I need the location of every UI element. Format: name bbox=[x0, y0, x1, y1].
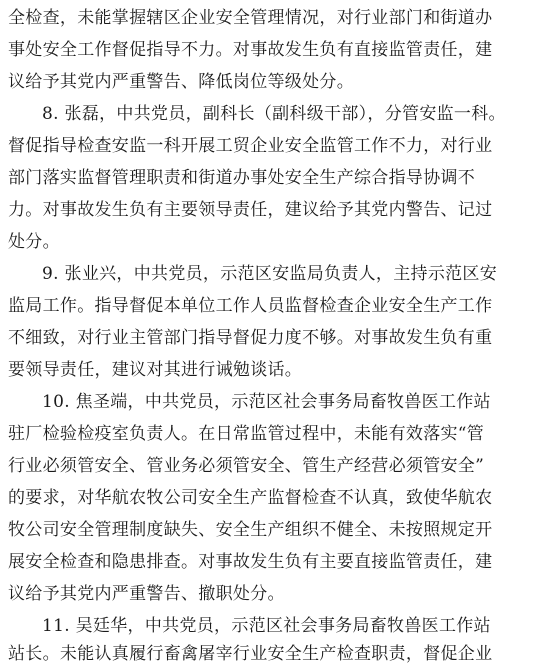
text-line: 要领导责任，建议对其进行诫勉谈话。 bbox=[8, 360, 303, 380]
text-line: 牧公司安全管理制度缺失、安全生产组织不健全、未按照规定开 bbox=[8, 520, 493, 540]
paragraph-8-heading: 8. 张磊，中共党员，副科长（副科级干部），分管安监一科。 bbox=[42, 104, 506, 124]
text-line: 驻厂检验检疫室负责人。在日常监管过程中，未能有效落实“管 bbox=[8, 424, 485, 444]
text-line: 处分。 bbox=[8, 232, 60, 252]
text-line: 展安全检查和隐患排查。对事故发生负有主要直接监管责任，建 bbox=[8, 552, 493, 572]
text-line: 议给予其党内严重警告、降低岗位等级处分。 bbox=[8, 72, 354, 92]
text-line: 站长。未能认真履行畜禽屠宰行业安全生产检查职责，督促企业 bbox=[8, 644, 493, 664]
text-line: 的要求，对华航农牧公司安全生产监督检查不认真，致使华航农 bbox=[8, 488, 493, 508]
text-line: 部门落实监督管理职责和街道办事处安全生产综合指导协调不 bbox=[8, 168, 476, 188]
paragraph-10-heading: 10. 焦圣端，中共党员，示范区社会事务局畜牧兽医工作站 bbox=[42, 392, 491, 412]
text-line: 全检查，未能掌握辖区企业安全管理情况，对行业部门和街道办 bbox=[8, 8, 493, 28]
text-line: 不细致，对行业主管部门指导督促力度不够。对事故发生负有重 bbox=[8, 328, 493, 348]
text-line: 力。对事故发生负有主要领导责任，建议给予其党内警告、记过 bbox=[8, 200, 493, 220]
text-line: 事处安全工作督促指导不力。对事故发生负有直接监管责任，建 bbox=[8, 40, 493, 60]
paragraph-11-heading: 11. 吴廷华，中共党员，示范区社会事务局畜牧兽医工作站 bbox=[42, 616, 491, 636]
text-line: 督促指导检查安监一科开展工贸企业安全监管工作不力，对行业 bbox=[8, 136, 493, 156]
paragraph-9-heading: 9. 张业兴，中共党员，示范区安监局负责人，主持示范区安 bbox=[42, 264, 498, 284]
text-line: 议给予其党内严重警告、撤职处分。 bbox=[8, 584, 285, 604]
text-line: 行业必须管安全、管业务必须管安全、管生产经营必须管安全” bbox=[8, 456, 485, 476]
text-line: 监局工作。指导督促本单位工作人员监督检查企业安全生产工作 bbox=[8, 296, 493, 316]
